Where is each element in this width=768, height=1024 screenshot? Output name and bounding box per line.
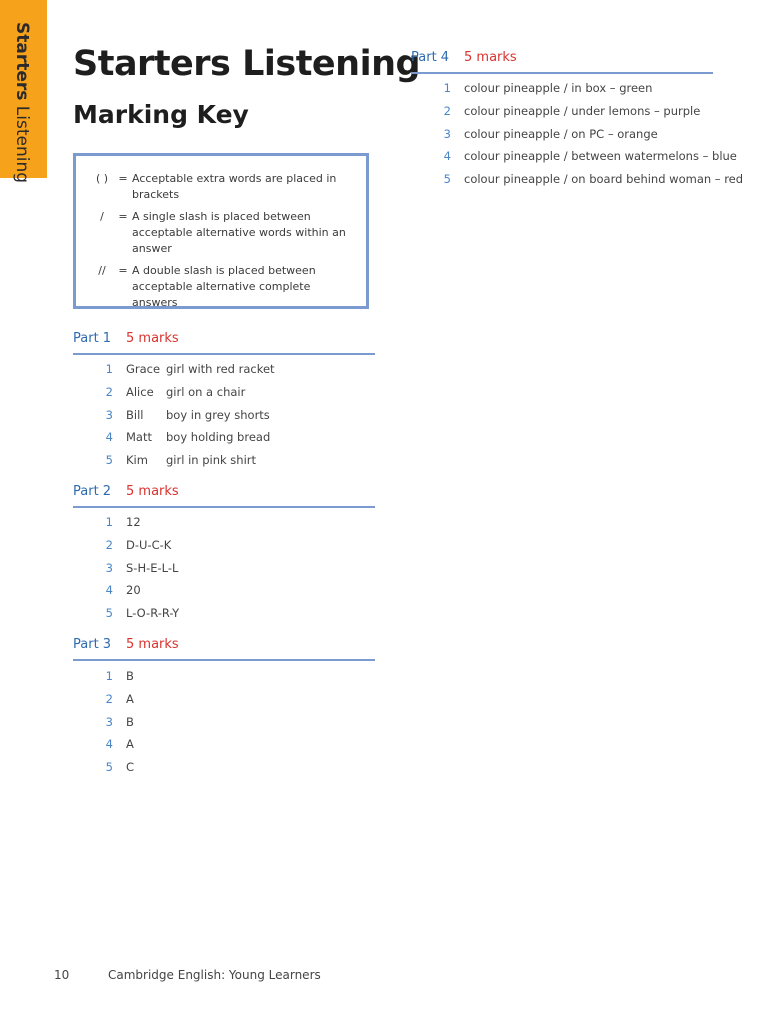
answer-number: 2 (105, 691, 113, 706)
answer-text: colour pineapple / on PC – orange (464, 126, 658, 141)
part-1-answers (73, 362, 375, 476)
answer-text: B (126, 714, 134, 729)
key-symbol: / (100, 210, 104, 223)
key-symbol: ( ) (95, 172, 109, 185)
answer-row (73, 561, 375, 584)
section-tab-light: Listening (12, 105, 32, 184)
key-description: A single slash is placed between acceptable alternative words within an answer (132, 210, 346, 255)
page-subtitle: Marking Key (73, 100, 249, 129)
answer-number: 4 (105, 737, 113, 752)
key-equals: = (118, 172, 128, 185)
answer-number: 5 (105, 606, 113, 621)
part-3-answers (73, 669, 375, 783)
answer-name: Matt (126, 430, 152, 445)
answer-row (73, 515, 375, 538)
answer-number: 3 (443, 126, 451, 141)
part-label: Part 2 (73, 484, 112, 499)
answer-text: 12 (126, 515, 141, 529)
part-4-answers (411, 81, 744, 195)
answer-row (73, 362, 375, 385)
answer-number: 5 (443, 172, 451, 187)
answer-text: boy in grey shorts (166, 407, 270, 422)
answer-number: 2 (443, 103, 451, 118)
answer-row (411, 127, 741, 150)
part-label: Part 3 (73, 637, 112, 652)
answer-row (73, 737, 375, 760)
part-1-header (73, 329, 375, 355)
answer-name: Alice (126, 384, 154, 399)
marking-key-box (73, 153, 369, 309)
answer-text: colour pineapple / between watermelons – blue (464, 149, 737, 164)
answer-name: Bill (126, 407, 144, 422)
answer-number: 1 (105, 362, 113, 376)
answer-number: 1 (443, 81, 451, 95)
page-title: Starters Listening (73, 44, 421, 84)
answer-text: girl on a chair (166, 384, 246, 399)
answer-number: 3 (105, 714, 113, 729)
answer-number: 4 (105, 583, 113, 598)
answer-row (411, 149, 741, 172)
answer-name: Grace (126, 362, 161, 376)
key-row (90, 263, 354, 311)
key-symbol: // (98, 264, 106, 277)
answer-row (73, 453, 375, 476)
page-number: 10 (54, 968, 70, 982)
part-label: Part 1 (73, 331, 112, 346)
answer-text: D-U-C-K (126, 537, 172, 552)
answer-number: 5 (105, 760, 113, 775)
answer-text: boy holding bread (166, 430, 271, 445)
answer-text: 20 (126, 583, 141, 598)
answer-text: girl in pink shirt (166, 453, 257, 468)
answer-row (73, 669, 375, 692)
answer-name: Kim (126, 453, 148, 468)
answer-row (73, 606, 375, 629)
part-marks: 5 marks (464, 50, 517, 65)
answer-text: L-O-R-R-Y (126, 606, 180, 621)
answer-number: 3 (105, 407, 113, 422)
answer-text: A (126, 691, 134, 706)
answer-row (73, 430, 375, 453)
part-2-answers (73, 515, 375, 629)
answer-row (411, 172, 744, 195)
answer-row (411, 81, 741, 104)
answer-text: colour pineapple / on board behind woman – red (464, 172, 744, 187)
answer-text: colour pineapple / in box – green (464, 81, 653, 95)
section-tab-bold: Starters (12, 22, 32, 101)
answer-row (73, 385, 375, 408)
section-tab (0, 0, 47, 184)
key-description: Acceptable extra words are placed in brackets (132, 172, 337, 201)
answer-number: 4 (443, 149, 451, 164)
answer-text: S-H-E-L-L (126, 560, 179, 575)
answer-row (73, 760, 375, 783)
key-equals: = (118, 210, 128, 223)
part-label: Part 4 (411, 50, 450, 65)
part-3-header (73, 635, 375, 661)
key-row (90, 171, 354, 203)
answer-number: 4 (105, 430, 113, 445)
answer-text: A (126, 737, 134, 752)
footer-title: Cambridge English: Young Learners (108, 968, 321, 982)
part-2-header (73, 482, 375, 508)
answer-text: C (126, 760, 135, 775)
section-tab-label (12, 22, 32, 183)
key-equals: = (118, 264, 128, 277)
answer-number: 1 (105, 669, 113, 683)
key-description: A double slash is placed between acceptable alternative complete answers (132, 264, 316, 309)
key-row (90, 209, 354, 257)
answer-text: colour pineapple / under lemons – purple (464, 103, 701, 118)
answer-number: 3 (105, 560, 113, 575)
answer-row (73, 583, 375, 606)
part-marks: 5 marks (126, 331, 179, 346)
answer-row (73, 715, 375, 738)
answer-row (73, 692, 375, 715)
answer-number: 1 (105, 515, 113, 529)
answer-row (73, 538, 375, 561)
answer-row (73, 408, 375, 431)
part-marks: 5 marks (126, 637, 179, 652)
answer-row (411, 104, 741, 127)
part-4-header (411, 48, 713, 74)
answer-number: 2 (105, 384, 113, 399)
answer-text: girl with red racket (166, 362, 275, 376)
answer-text: B (126, 669, 134, 683)
answer-number: 2 (105, 537, 113, 552)
answer-number: 5 (105, 453, 113, 468)
part-marks: 5 marks (126, 484, 179, 499)
